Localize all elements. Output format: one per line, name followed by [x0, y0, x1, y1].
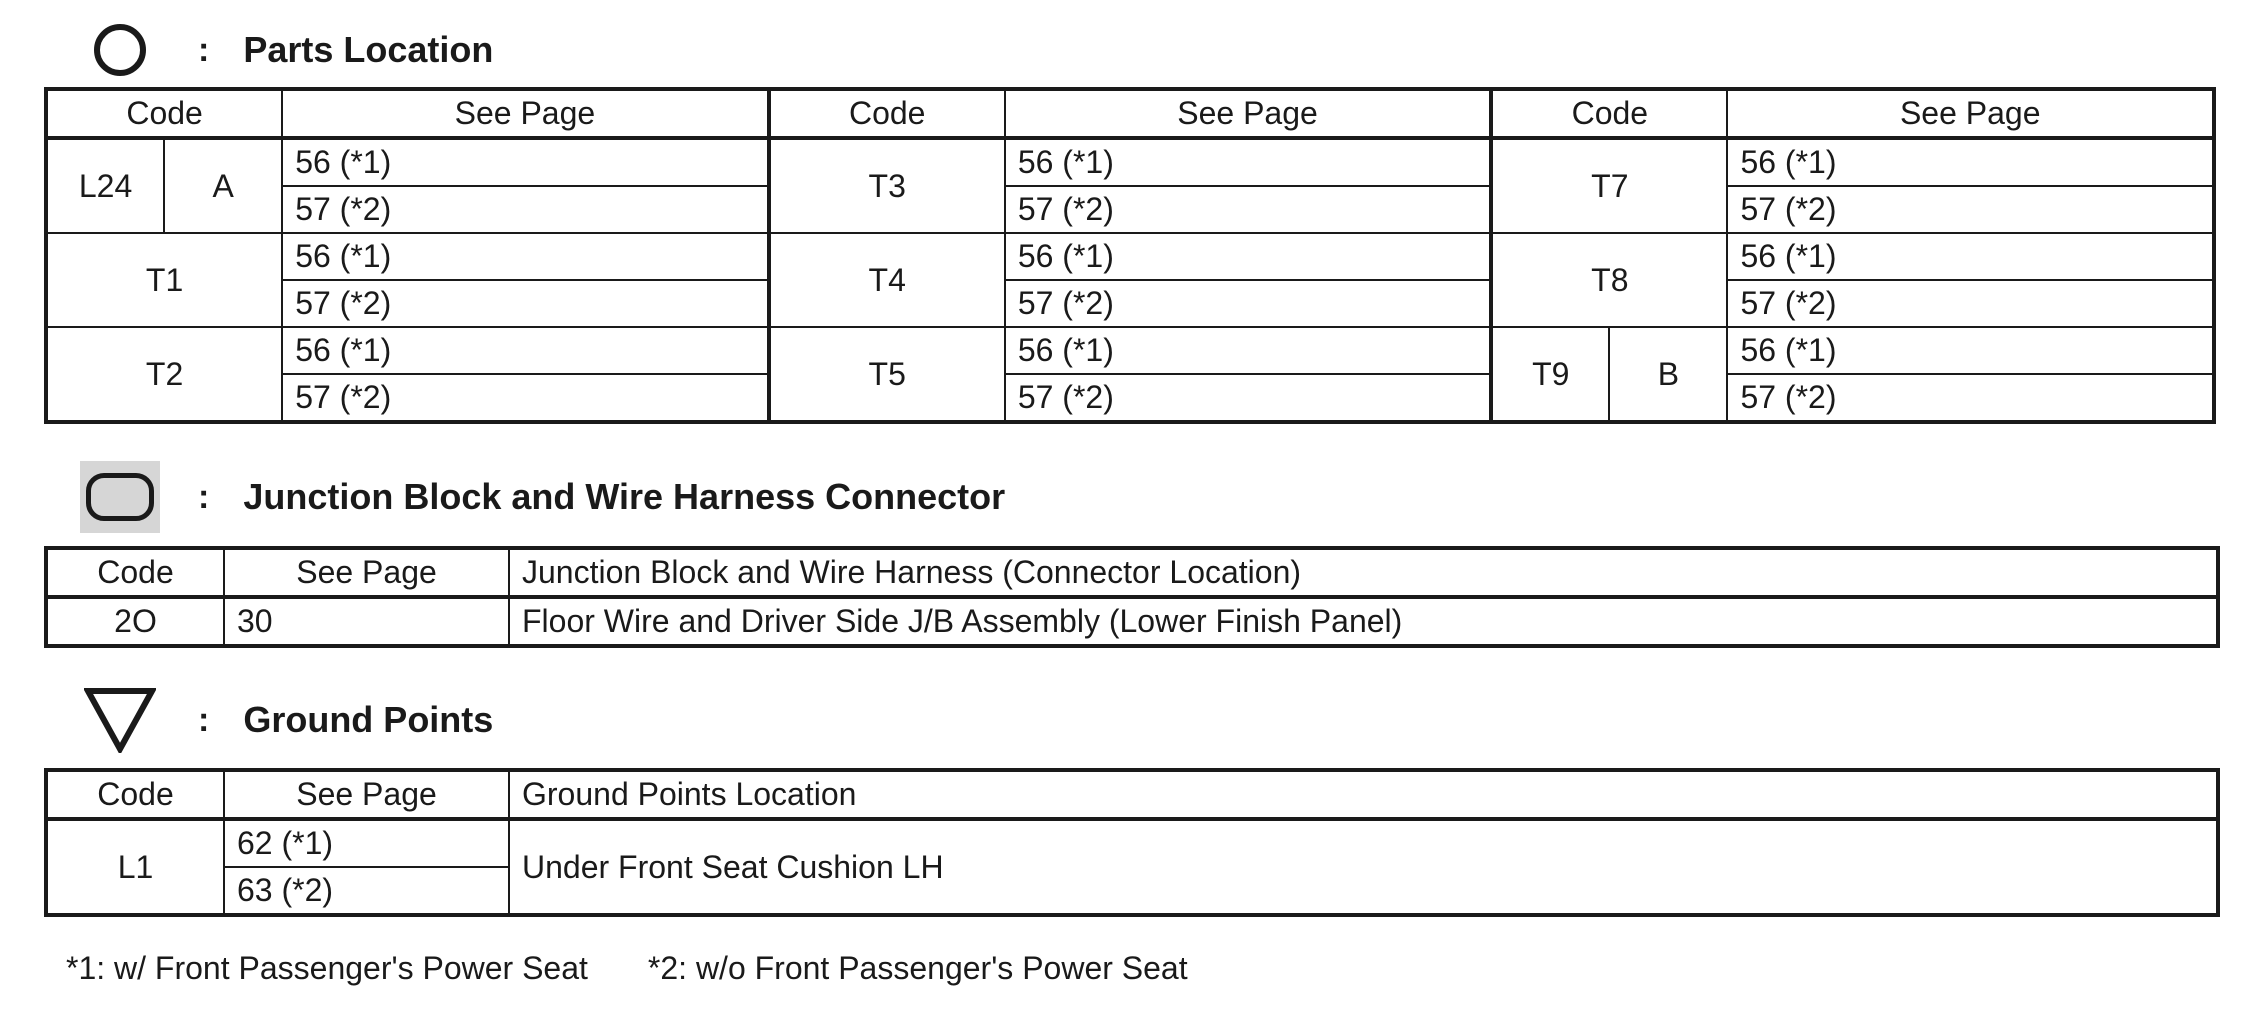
parts-location-header	[80, 10, 493, 90]
page-cell: 56 (*1)	[282, 138, 768, 186]
page-cell: 56 (*1)	[1005, 233, 1491, 280]
see-page-header: See Page	[1727, 89, 2214, 138]
header-row	[46, 89, 2214, 138]
page-cell: 30	[224, 597, 509, 646]
section-title: Ground Points	[243, 699, 494, 740]
code-header: Code	[1491, 89, 1727, 138]
location-header: Ground Points Location	[509, 770, 2218, 819]
table-row	[46, 597, 2218, 646]
page-cell: 56 (*1)	[1727, 233, 2214, 280]
location-cell: Under Front Seat Cushion LH	[509, 819, 2218, 915]
table-row	[46, 280, 2214, 327]
code-cell: T7	[1491, 138, 1727, 233]
ground-points-header	[80, 680, 493, 760]
page-cell: 57 (*2)	[1005, 280, 1491, 327]
page-cell: 57 (*2)	[282, 374, 768, 422]
page-cell: 56 (*1)	[1727, 138, 2214, 186]
code-cell: L24	[46, 138, 164, 233]
see-page-header: See Page	[224, 548, 509, 597]
code-header: Code	[46, 89, 282, 138]
page-cell: 56 (*1)	[282, 233, 768, 280]
junction-block-table	[44, 546, 2220, 648]
page-cell: 56 (*1)	[1005, 327, 1491, 374]
code-cell: T9	[1491, 327, 1609, 422]
section-title: Parts Location	[243, 29, 494, 70]
code-cell: T4	[769, 233, 1005, 327]
page-cell: 57 (*2)	[282, 186, 768, 233]
sub-code-cell: A	[164, 138, 282, 233]
junction-block-header	[80, 457, 1005, 537]
footnotes	[66, 950, 1188, 987]
location-cell: Floor Wire and Driver Side J/B Assembly (Lower Finish Panel)	[509, 597, 2218, 646]
table-row	[46, 138, 2214, 186]
page-cell: 57 (*2)	[282, 280, 768, 327]
colon: :	[198, 700, 210, 739]
page-cell: 57 (*2)	[1727, 280, 2214, 327]
code-cell: L1	[46, 819, 224, 915]
section-title: Junction Block and Wire Harness Connector	[243, 476, 1006, 517]
page-cell: 56 (*1)	[282, 327, 768, 374]
code-cell: 2O	[46, 597, 224, 646]
code-cell: T5	[769, 327, 1005, 422]
see-page-header: See Page	[1005, 89, 1491, 138]
header-row	[46, 548, 2218, 597]
circle-icon	[80, 10, 160, 90]
page-cell: 56 (*1)	[1005, 138, 1491, 186]
table-row	[46, 374, 2214, 422]
code-cell: T3	[769, 138, 1005, 233]
table-row	[46, 233, 2214, 280]
footnote-2: *2: w/o Front Passenger's Power Seat	[647, 950, 1188, 986]
page-cell: 62 (*1)	[224, 819, 509, 867]
footnote-1: *1: w/ Front Passenger's Power Seat	[66, 950, 588, 986]
code-header: Code	[769, 89, 1005, 138]
location-header: Junction Block and Wire Harness (Connector Location)	[509, 548, 2218, 597]
parts-location-table	[44, 87, 2216, 424]
code-header: Code	[46, 548, 224, 597]
table-row	[46, 327, 2214, 374]
triangle-down-icon	[80, 680, 160, 760]
see-page-header: See Page	[282, 89, 768, 138]
rounded-rect-icon	[80, 457, 160, 537]
table-row	[46, 186, 2214, 233]
page-cell: 63 (*2)	[224, 867, 509, 915]
page-cell: 57 (*2)	[1005, 186, 1491, 233]
sub-code-cell: B	[1609, 327, 1727, 422]
code-cell: T2	[46, 327, 282, 422]
ground-points-table	[44, 768, 2220, 917]
code-cell: T8	[1491, 233, 1727, 327]
see-page-header: See Page	[224, 770, 509, 819]
code-cell: T1	[46, 233, 282, 327]
colon: :	[198, 30, 210, 69]
page-cell: 57 (*2)	[1005, 374, 1491, 422]
table-row	[46, 819, 2218, 867]
page-cell: 57 (*2)	[1727, 374, 2214, 422]
page-cell: 57 (*2)	[1727, 186, 2214, 233]
code-header: Code	[46, 770, 224, 819]
page-cell: 56 (*1)	[1727, 327, 2214, 374]
colon: :	[198, 477, 210, 516]
header-row	[46, 770, 2218, 819]
